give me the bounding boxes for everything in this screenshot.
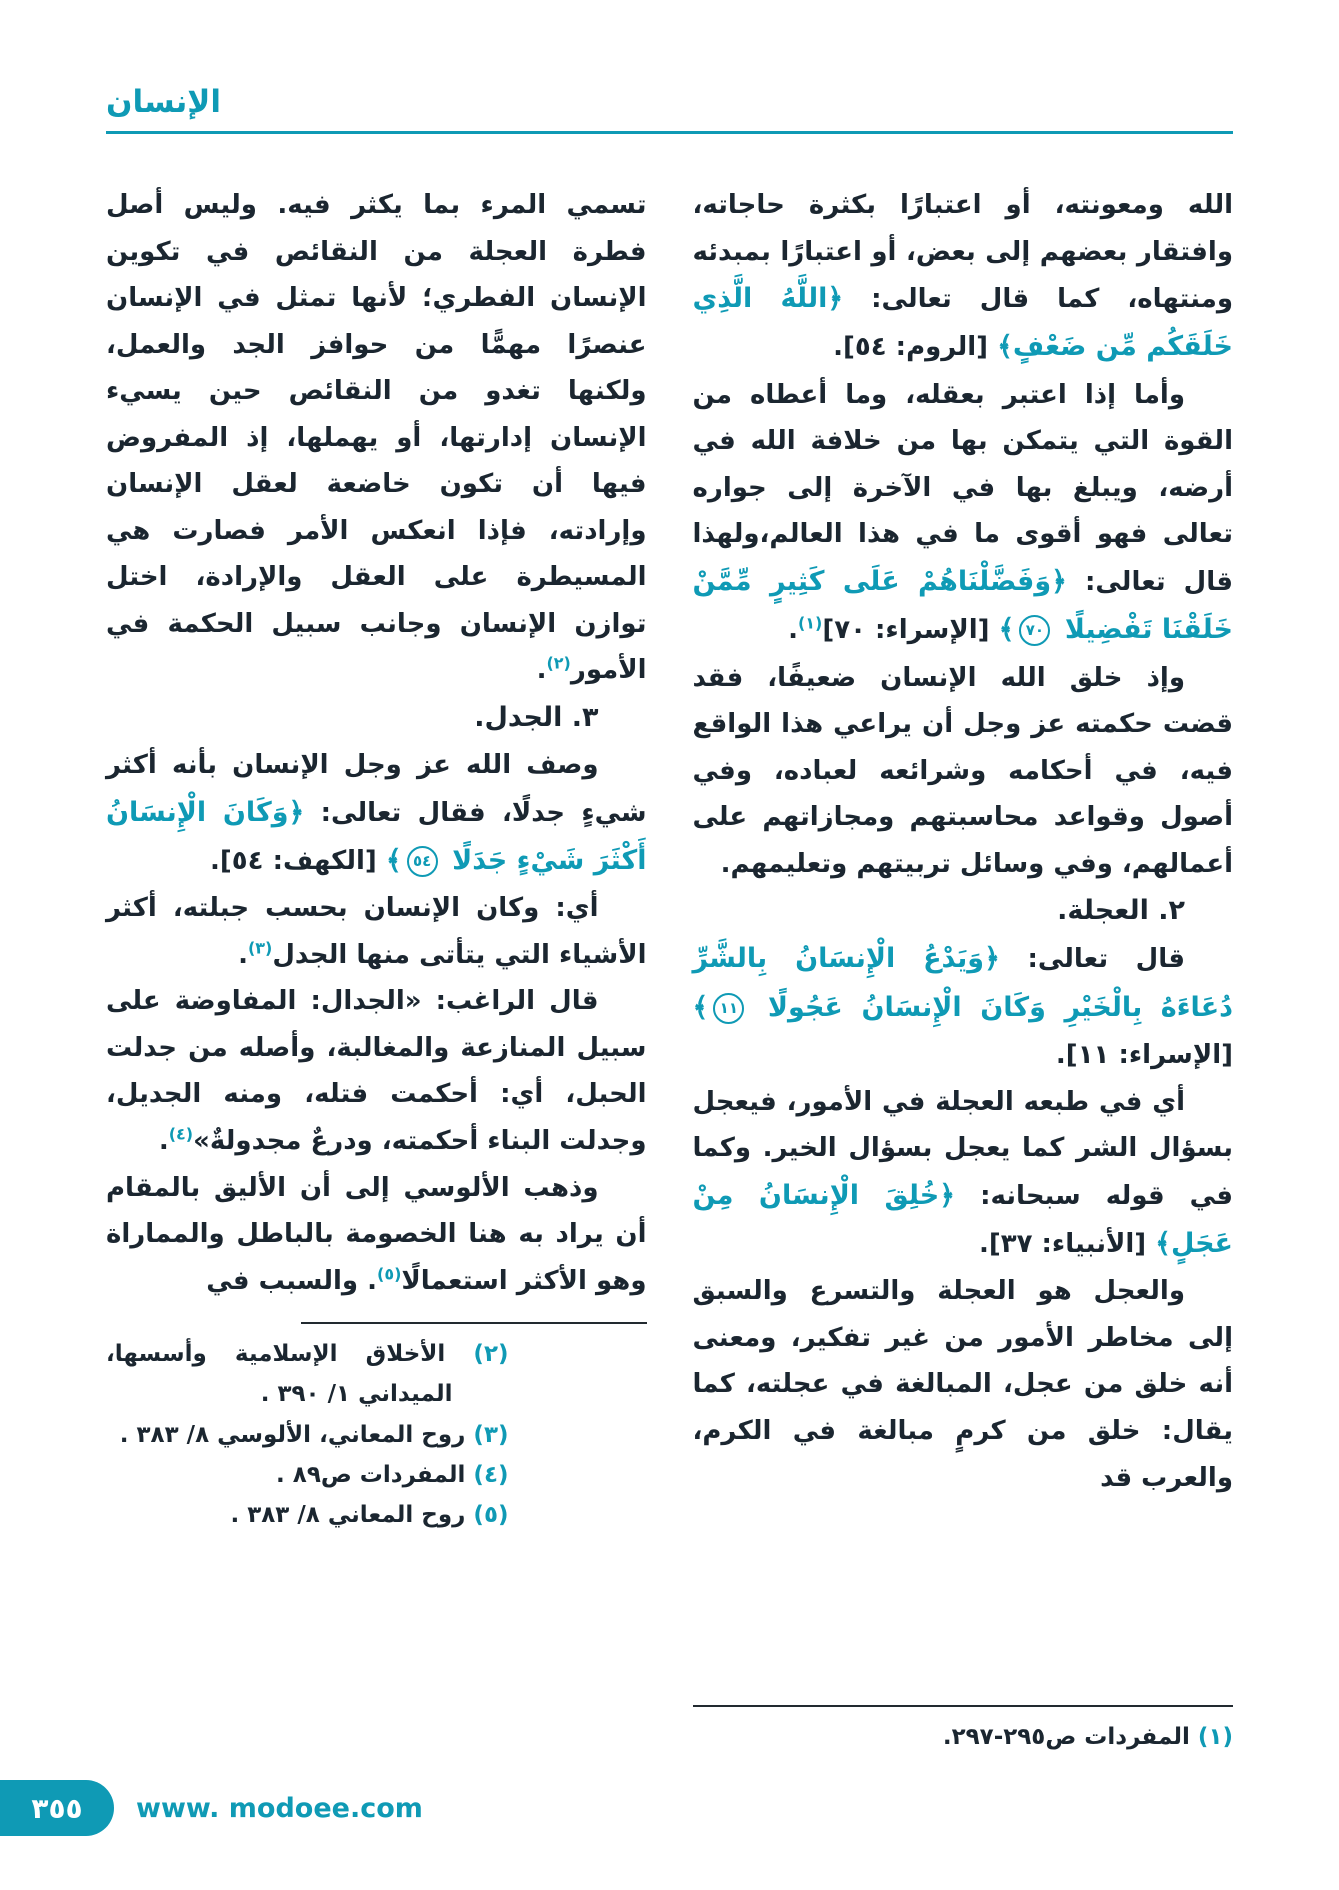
body-text: أي: وكان الإنسان بحسب جبلته، أكثر الأشياء التي يتأتى منها الجدل <box>106 893 647 970</box>
quran-verse-text: ﴿اللَّهُ الَّذِي خَلَقَكُم مِّن ضَعْفٍ﴾ <box>692 283 1233 363</box>
section-heading <box>106 694 647 742</box>
footnote-list-left <box>106 1334 647 1535</box>
paragraph <box>106 742 647 885</box>
paragraph <box>693 935 1234 1078</box>
column-left-body <box>106 182 647 1304</box>
website-text: www. modoee.com <box>136 1792 423 1824</box>
body-text: [الروم: ٥٤]. <box>833 332 998 363</box>
footnote-separator-line <box>301 1322 647 1324</box>
body-text: . <box>536 655 547 686</box>
footnote <box>693 1717 1234 1757</box>
footnote-marker: (٣) <box>247 938 273 958</box>
footnote-text: الأخلاق الإسلامية وأسسها، الميداني ١/ ٣٩٠ . <box>106 1341 474 1408</box>
quran-verse-text: ﴿وَيَدْعُ الْإِنسَانُ بِالشَّرِّ دُعَاءَهُ بِالْخَيْرِ وَكَانَ الْإِنسَانُ عَجُولًا <box>692 943 1233 1023</box>
body-text: [الأنبياء: ٣٧]. <box>978 1229 1156 1260</box>
body-text: . <box>788 615 798 646</box>
paragraph <box>106 1165 647 1305</box>
footnote-marker: (٢) <box>546 653 571 673</box>
page-footer <box>0 1780 1339 1838</box>
paragraph <box>693 1268 1234 1501</box>
footnote-text: روح المعاني، الألوسي ٨/ ٣٨٣ . <box>119 1421 474 1448</box>
footnote <box>106 1415 509 1455</box>
footnote-separator-line <box>693 1705 1234 1707</box>
footnote-number: (١) <box>1197 1723 1233 1750</box>
body-text: ٣. الجدل. <box>474 701 599 733</box>
ayah-number-medallion: ٧٠ <box>1019 615 1050 646</box>
quran-verse-text: ﴾ <box>692 991 709 1023</box>
page-header <box>106 84 1233 134</box>
quran-verse-text: ﴾ <box>385 845 402 877</box>
body-text: [الكهف: ٥٤]. <box>210 846 386 877</box>
column-right <box>693 182 1234 1757</box>
quran-verse-text: ﴿وَفَضَّلْنَاهُمْ عَلَى كَثِيرٍ مِّمَّنْ خَلَقْنَا تَفْضِيلًا <box>692 565 1233 646</box>
footnote-list-right <box>693 1717 1234 1757</box>
footnote-number: (٥) <box>473 1502 509 1529</box>
body-text: وإذ خلق الله الإنسان ضعيفًا، فقد قضت حكمته عز وجل أن يراعي هذا الواقع فيه، في أحكامه وشرائعه لعباده، وفي أصول وقواعد محاسبتهم ومجازاتهم على أعمالهم، وفي وسائل تربيتهم وتعليمهم. <box>692 662 1233 879</box>
body-text: وأما إذا اعتبر بعقله، وما أعطاه من القوة التي يتمكن بها من خلافة الله في أرضه، ويبلغ بها في الآخرة إلى جواره تعالى فهو أقوى ما في هذا العالم،ولهذا قال تعالى: <box>692 379 1233 597</box>
quran-verse-text: ﴾ <box>998 614 1015 646</box>
paragraph <box>693 372 1234 655</box>
body-text: [الإسراء: ١١]. <box>1055 1040 1233 1071</box>
body-text: وذهب الألوسي إلى أن الأليق بالمقام أن يراد به هنا الخصومة بالباطل والمماراة وهو الأكثر استعمالًا <box>106 1172 647 1296</box>
footnotes-left <box>106 1322 647 1535</box>
page-number: ٣٥٥ <box>31 1791 83 1825</box>
footnote-marker: (٥) <box>377 1263 402 1283</box>
body-text: . والسبب في <box>206 1265 377 1296</box>
footnotes-right <box>693 1699 1234 1757</box>
footnote-number: (٢) <box>473 1341 509 1368</box>
footnote <box>106 1334 509 1415</box>
ayah-number-medallion: ٥٤ <box>407 846 438 877</box>
page-content <box>106 182 1233 1757</box>
body-text: . <box>158 1126 169 1157</box>
page-number-badge <box>0 1780 114 1836</box>
quran-verse-text: ﴿وَكَانَ الْإِنسَانُ أَكْثَرَ شَيْءٍ جَدَلًا <box>106 796 647 877</box>
footnote-text: المفردات ص٨٩ . <box>276 1461 474 1488</box>
paragraph <box>693 182 1234 372</box>
paragraph <box>106 978 647 1164</box>
body-text: أي في طبعه العجلة في الأمور، فيعجل بسؤال الشر كما يعجل بسؤال الخير. وكما في قوله سبحانه: <box>692 1086 1234 1211</box>
footnote-marker: (٤) <box>168 1124 194 1144</box>
page-title: الإنسان <box>106 84 221 120</box>
ayah-number-medallion: ١١ <box>713 993 744 1024</box>
body-text: [الإسراء: ٧٠] <box>822 615 999 646</box>
paragraph <box>106 885 647 978</box>
footnote-number: (٣) <box>473 1421 509 1448</box>
body-text: الله ومعونته، أو اعتبارًا بكثرة حاجاته، وافتقار بعضهم إلى بعض، أو اعتبارًا بمبدئه ومنتهاه، كما قال تعالى: <box>692 190 1234 315</box>
paragraph <box>693 655 1234 888</box>
footnote <box>106 1455 509 1495</box>
body-text: ٢. العجلة. <box>1057 895 1185 927</box>
section-heading <box>693 887 1234 935</box>
footnote <box>106 1495 509 1535</box>
column-left <box>106 182 647 1757</box>
body-text: وصف الله عز وجل الإنسان بأنه أكثر شيءٍ جدلًا، فقال تعالى: <box>106 750 647 828</box>
paragraph <box>106 182 647 694</box>
footnote-text: المفردات ص٢٩٥-٢٩٧. <box>942 1723 1198 1750</box>
body-text: . <box>238 939 248 970</box>
body-text: قال تعالى: <box>999 944 1185 975</box>
column-right-body <box>693 182 1234 1501</box>
body-text: والعجل هو العجلة والتسرع والسبق إلى مخاطر الأمور من غير تفكير، ومعنى أنه خلق من عجل، المبالغة في عجلته، كما يقال: خلق من كرمٍ مبالغة في الكرم، والعرب قد <box>692 1276 1233 1493</box>
footnote-marker: (١) <box>797 613 823 633</box>
quran-verse-text: ﴿خُلِقَ الْإِنسَانُ مِنْ عَجَلٍ﴾ <box>692 1179 1233 1260</box>
body-text: تسمي المرء بما يكثر فيه. وليس أصل فطرة العجلة من النقائص في تكوين الإنسان الفطري؛ لأنها تمثل في الإنسان عنصرًا مهمًّا من حوافز الجد والعمل، ولكنها تغدو من النقائص حين يسيء الإنسان إدارتها، أو يهملها، إذ المفروض فيها أن تكون خاضعة لعقل الإنسان وإرادته، فإذا انعكس الأمر فصارت هي المسيطرة على العقل والإرادة، اختل توازن الإنسان وجانب سبيل الحكمة في الأمور <box>106 190 647 686</box>
footnote-number: (٤) <box>473 1461 509 1488</box>
paragraph <box>693 1079 1234 1269</box>
body-text: قال الراغب: «الجدال: المفاوضة على سبيل المنازعة والمغالبة، وأصله من جدلت الحبل، أي: أحكمت فتله، ومنه الجديل، وجدلت البناء أحكمته، ودرعٌ مجدولةٌ» <box>106 986 647 1157</box>
footnote-text: روح المعاني ٨/ ٣٨٣ . <box>230 1502 474 1529</box>
